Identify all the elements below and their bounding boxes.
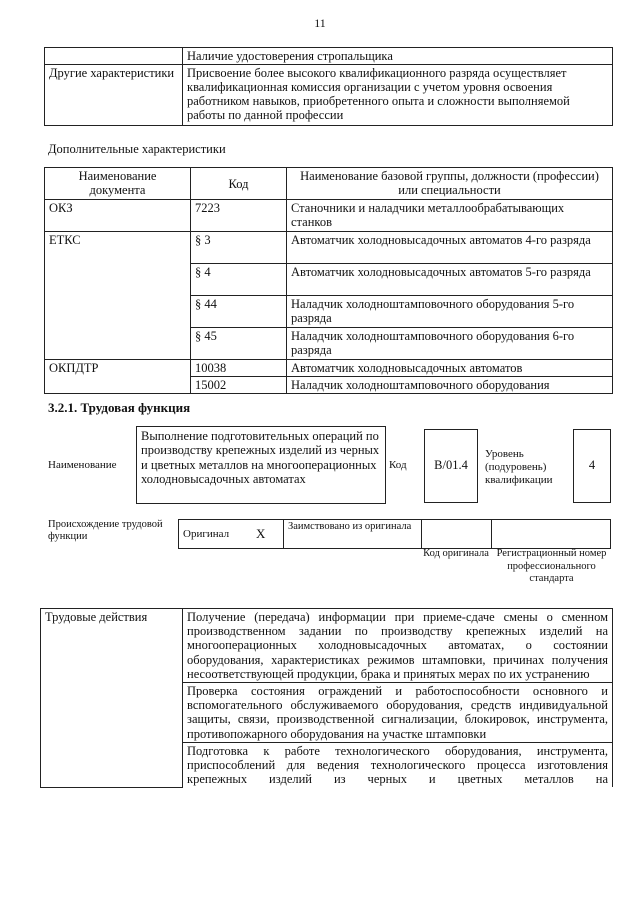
original-code-caption: Код оригинала	[423, 548, 489, 559]
labor-action-item: Проверка состояния ограждений и работоспособности основного и вспомогательного обслуживаемого оборудования, средств индивидуальной защиты, связи, производственной сигнализации, блокировок, инструмента, противопожарного оборудования на участке штамповки	[183, 683, 613, 743]
additional-characteristics-table	[44, 167, 613, 394]
function-name: Выполнение подготовительных операций по производству крепежных изделий из черных и цветных металлов на многооперационных холодновысадочных автоматах	[141, 429, 380, 486]
empty-cell	[45, 48, 183, 65]
origin-table	[178, 519, 611, 549]
okpdtr-code: 10038	[191, 360, 287, 377]
registration-caption: Регистрационный номер профессионального стандарта	[496, 548, 607, 584]
labor-actions-table	[40, 608, 613, 788]
header-code: Код	[191, 168, 287, 200]
etks-code: § 3	[191, 232, 287, 264]
etks-doc: ЕТКС	[45, 232, 191, 360]
code-label: Код	[389, 459, 407, 471]
etks-code: § 44	[191, 296, 287, 328]
etks-name: Автоматчик холодновысадочных автоматов 5-го разряда	[287, 264, 613, 296]
origin-label: Происхождение трудовой функции	[48, 519, 163, 542]
function-code-box	[424, 429, 478, 503]
function-name-box	[136, 426, 386, 504]
labor-action-item: Подготовка к работе технологического оборудования, инструмента, приспособлений для ведения технологического процесса изготовления крепежных изделий из черных и цветных металлов на	[183, 742, 613, 787]
okz-name: Станочники и наладчики металлообрабатывающих станков	[287, 200, 613, 232]
function-code: B/01.4	[434, 458, 468, 472]
okpdtr-code: 15002	[191, 377, 287, 394]
level-box	[573, 429, 611, 503]
registration-number-cell	[492, 520, 611, 549]
etks-name: Автоматчик холодновысадочных автоматов 4-го разряда	[287, 232, 613, 264]
certificate-requirement: Наличие удостоверения стропальщика	[183, 48, 613, 65]
labor-action-item: Получение (передача) информации при приеме-сдаче смены о сменном производственном задании по производству крепежных изделий на многооперационных холодновысадочных автоматах, о состоянии оборудования, характеристиках режимов штамповки, причинах получения несоответствующей продукции, брака и принятых мерах по их устранению	[183, 609, 613, 683]
etks-code: § 45	[191, 328, 287, 360]
okpdtr-name: Автоматчик холодновысадочных автоматов	[287, 360, 613, 377]
labor-actions-label: Трудовые действия	[41, 609, 183, 788]
borrowed-label: Заимствовано из оригинала	[284, 520, 422, 549]
header-group-name: Наименование базовой группы, должности (профессии) или специальности	[287, 168, 613, 200]
etks-name: Наладчик холодноштамповочного оборудования 5-го разряда	[287, 296, 613, 328]
other-characteristics-text: Присвоение более высокого квалификационного разряда осуществляет квалификационная комиссия организации с учетом уровня освоения работником навыков, приобретенного опыта и сложности выполняемой работы по данной профессии	[183, 65, 613, 126]
okpdtr-name: Наладчик холодноштамповочного оборудования	[287, 377, 613, 394]
okz-code: 7223	[191, 200, 287, 232]
okz-doc: ОКЗ	[45, 200, 191, 232]
page-number: 11	[314, 16, 326, 30]
original-label: Оригинал	[179, 520, 239, 549]
other-characteristics-table	[44, 47, 613, 126]
name-label: Наименование	[48, 459, 117, 471]
additional-characteristics-title: Дополнительные характеристики	[48, 142, 226, 156]
okpdtr-doc: ОКПДТР	[45, 360, 191, 394]
original-code-cell	[422, 520, 492, 549]
level-value: 4	[588, 458, 596, 472]
other-characteristics-label: Другие характеристики	[45, 65, 183, 126]
section-title: 3.2.1. Трудовая функция	[48, 400, 191, 415]
original-mark: X	[239, 520, 284, 549]
header-document: Наименование документа	[45, 168, 191, 200]
level-label: Уровень (подуровень) квалификации	[485, 448, 553, 486]
etks-name: Наладчик холодноштамповочного оборудования 6-го разряда	[287, 328, 613, 360]
etks-code: § 4	[191, 264, 287, 296]
